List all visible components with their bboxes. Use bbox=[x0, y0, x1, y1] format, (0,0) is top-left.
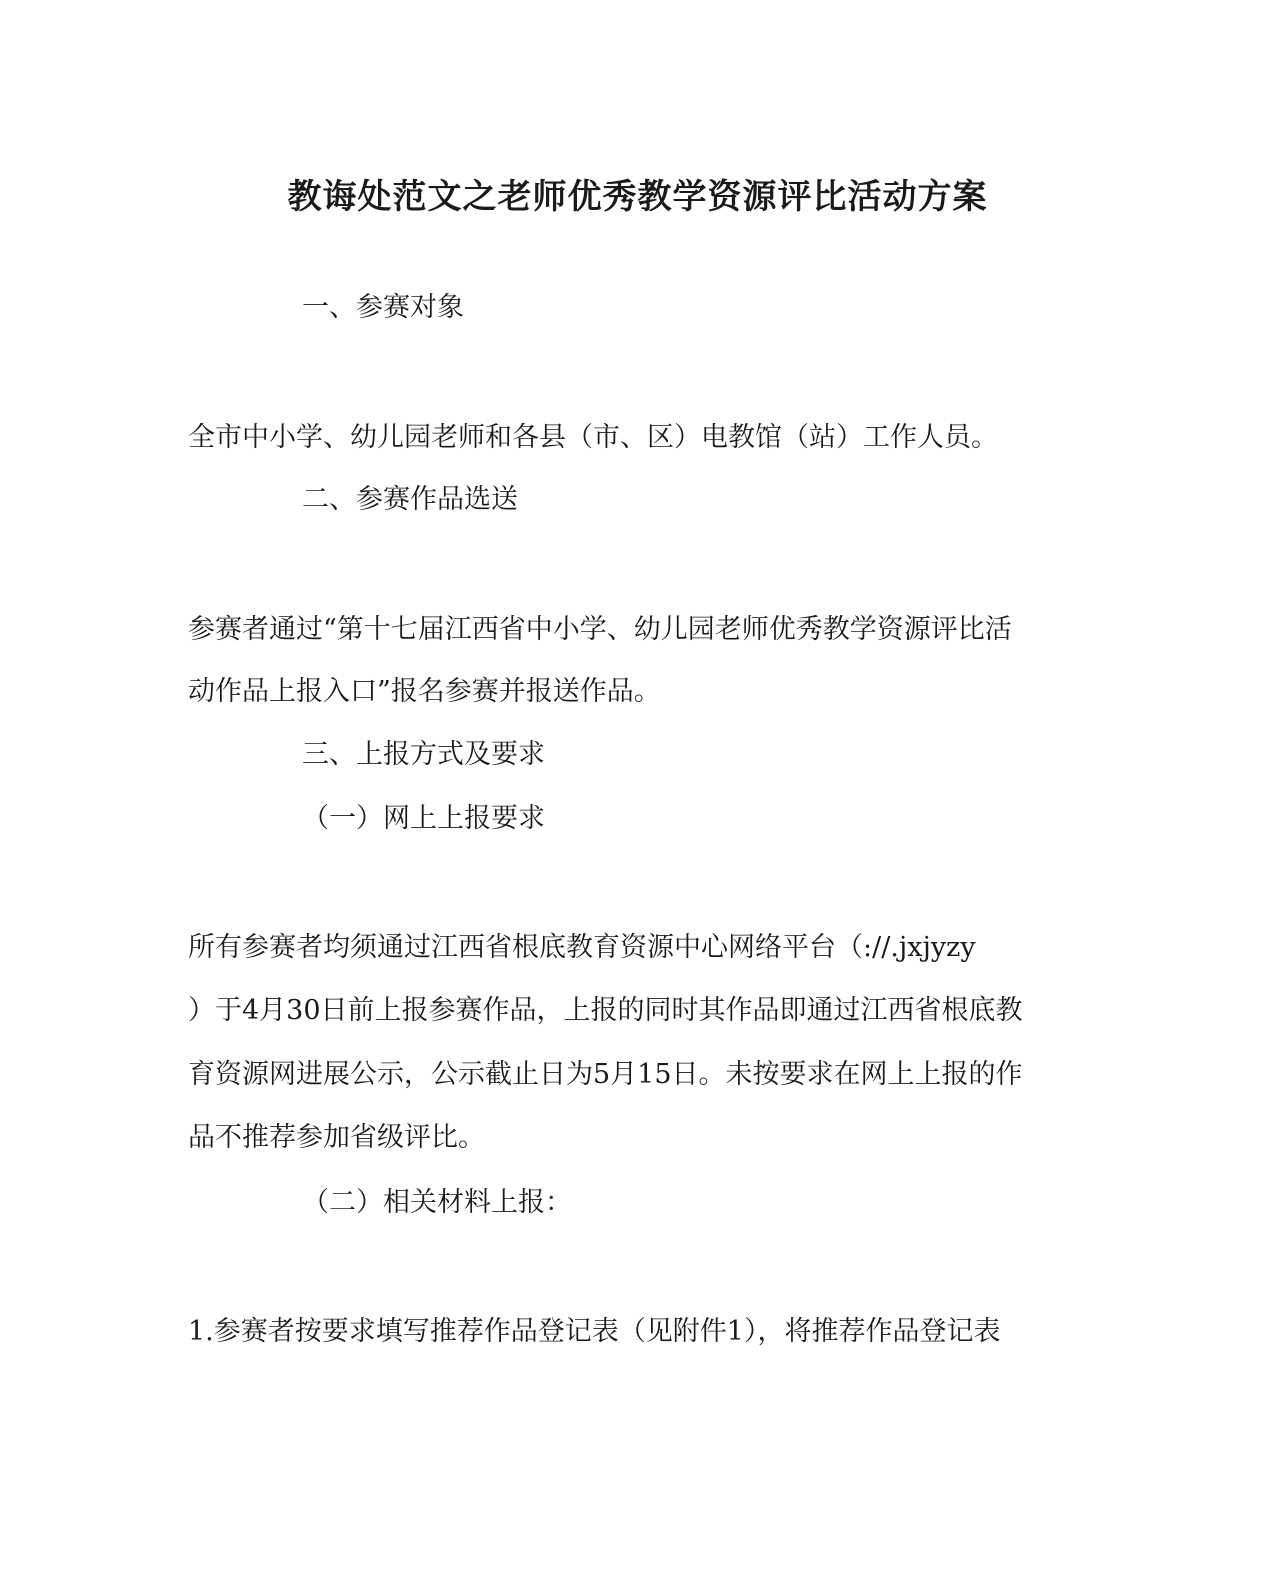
paragraph-line: 育资源网进展公示，公示截止日为5月15日。未按要求在网上上报的作 bbox=[188, 1059, 1023, 1090]
section-heading-2: 二、参赛作品选送 bbox=[302, 484, 518, 515]
section-heading-3: 三、上报方式及要求 bbox=[302, 739, 545, 770]
paragraph-line: 全市中小学、幼儿园老师和各县（市、区）电教馆（站）工作人员。 bbox=[188, 422, 998, 453]
subsection-heading-1: （一）网上上报要求 bbox=[302, 803, 545, 834]
section-heading-1: 一、参赛对象 bbox=[302, 292, 464, 323]
subsection-heading-2: （二）相关材料上报： bbox=[302, 1187, 572, 1218]
document-title: 教诲处范文之老师优秀教学资源评比活动方案 bbox=[287, 177, 988, 217]
paragraph-line: 1.参赛者按要求填写推荐作品登记表（见附件1），将推荐作品登记表 bbox=[188, 1316, 1001, 1347]
paragraph-line: 所有参赛者均须通过江西省根底教育资源中心网络平台（://.jxjyzy bbox=[188, 932, 976, 963]
paragraph-line: ）于4月30日前上报参赛作品，上报的同时其作品即通过江西省根底教 bbox=[188, 995, 1023, 1026]
paragraph-line: 动作品上报入口”报名参赛并报送作品。 bbox=[188, 676, 661, 707]
paragraph-line: 品不推荐参加省级评比。 bbox=[188, 1122, 485, 1153]
paragraph-line: 参赛者通过“第十七届江西省中小学、幼儿园老师优秀教学资源评比活 bbox=[188, 614, 1012, 645]
